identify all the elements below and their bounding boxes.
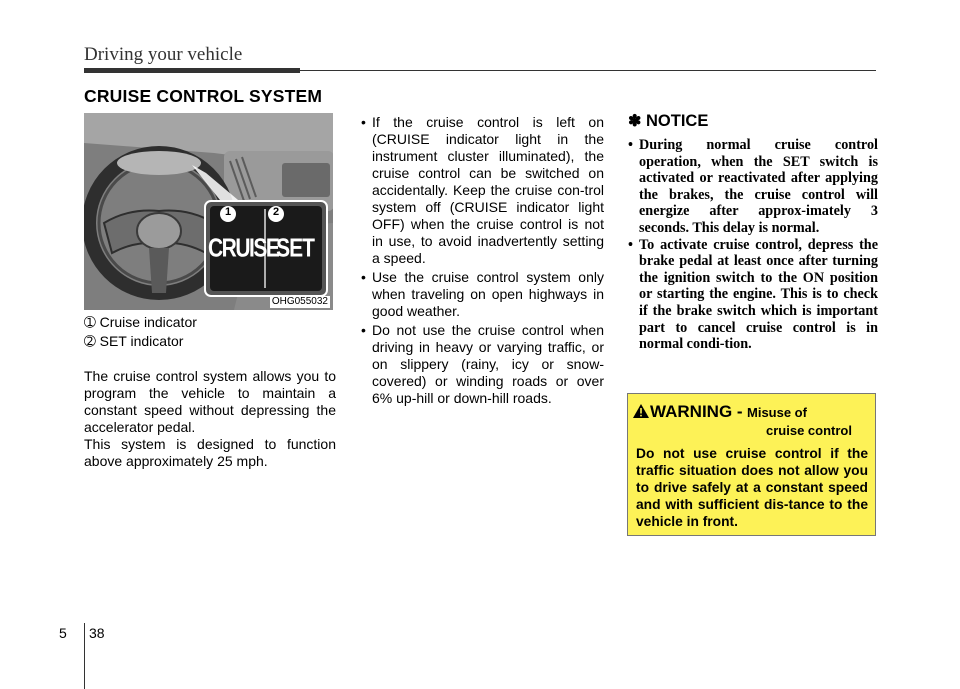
intro-paragraph: This system is designed to function above approximately 25 mph. (84, 436, 336, 469)
notice-text: To activate cruise control, depress the brake pedal at least once after turning the ignition switch to the ON position or starting the engine. This is to check if the brake switch which is important part to cancel cruise control is in normal condi-tion. (639, 236, 878, 353)
list-item: • If the cruise control is left on (CRUISE indicator light in the instrument cluster illuminated), the cruise control can be switched on accidentally. Keep the cruise con-trol system off (CRUISE indicator light OFF) when the cruise control is not in use, to avoid inadvertently setting a speed. (361, 114, 604, 266)
section-header: Driving your vehicle (84, 44, 243, 65)
list-item: • To activate cruise control, depress the brake pedal at least once after turning the ignition switch to the ON position or starting the engine. This is to check if the brake switch which is important part to cancel cruise control is in normal condi-tion. (628, 236, 878, 353)
page-number: 38 (89, 625, 105, 641)
bullet-text: If the cruise control is left on (CRUISE indicator light in the instrument cluster illuminated), the cruise control can be switched on accidentally. Keep the cruise con-trol system off (CRUISE indicator light OFF) when the cruise control is not in use, to avoid inadvertently setting a speed. (372, 114, 604, 266)
badge-2: 2 (272, 206, 280, 218)
legend-item (84, 314, 336, 331)
warning-heading (650, 402, 807, 422)
dashboard-illustration (84, 113, 333, 310)
section-title: CRUISE CONTROL SYSTEM (84, 86, 323, 106)
warning-box (627, 393, 876, 536)
list-item: • Do not use the cruise control when driving in heavy or varying traffic, or on slippery (rainy, icy or snow-covered) or winding roads or over 6% up-hill or down-hill roads. (361, 322, 604, 406)
dashboard-figure (84, 113, 333, 310)
header-bar-thin (300, 70, 876, 71)
warning-subtitle: Misuse of (747, 405, 807, 420)
cruise-label: CRUISE (208, 234, 279, 263)
badge-1: 1 (224, 206, 232, 218)
intro-column (84, 314, 336, 470)
warning-word: WARNING - (650, 402, 743, 421)
notice-title-text: NOTICE (646, 112, 709, 130)
legend-number: ➁ (84, 333, 96, 349)
bullet-text: Do not use the cruise control when driving in heavy or varying traffic, or on slippery (rainy, icy or snow-covered) or winding roads or over 6% up-hill or down-hill roads. (372, 322, 604, 406)
warning-subtitle-line2: cruise control (766, 423, 852, 438)
footer-divider (84, 623, 85, 689)
notice-title (628, 111, 878, 131)
bullet-text: Use the cruise control system only when traveling on open highways in good weather. (372, 269, 604, 319)
warning-body: Do not use cruise control if the traffic situation does not allow you to drive safely at a constant speed and with sufficient dis-tance to the vehicle in front. (636, 446, 868, 529)
bullet-column (356, 114, 604, 409)
intro-paragraph: The cruise control system allows you to program the vehicle to maintain a constant speed without depressing the accelerator pedal. (84, 368, 336, 435)
chapter-number: 5 (59, 625, 67, 641)
legend-text: SET indicator (99, 333, 184, 349)
legend-text: Cruise indicator (99, 314, 197, 330)
list-item: • Use the cruise control system only when traveling on open highways in good weather. (361, 269, 604, 319)
figure-code: OHG055032 (271, 296, 328, 307)
legend-item (84, 333, 336, 350)
legend-number: ➀ (84, 314, 96, 330)
header-bar-thick (84, 68, 300, 73)
notice-section (628, 111, 878, 353)
set-label: SET (276, 234, 314, 263)
list-item: • During normal cruise control operation, when the SET switch is activated or reactivated after applying the brakes, the cruise control will energize after approx-imately 3 seconds. This delay is normal. (628, 137, 878, 236)
notice-text: During normal cruise control operation, when the SET switch is activated or reactivated after applying the brakes, the cruise control will energize after approx-imately 3 seconds. This delay is normal. (639, 137, 878, 236)
asterisk-icon: ✽ (628, 113, 642, 130)
warning-triangle-icon (633, 404, 649, 418)
